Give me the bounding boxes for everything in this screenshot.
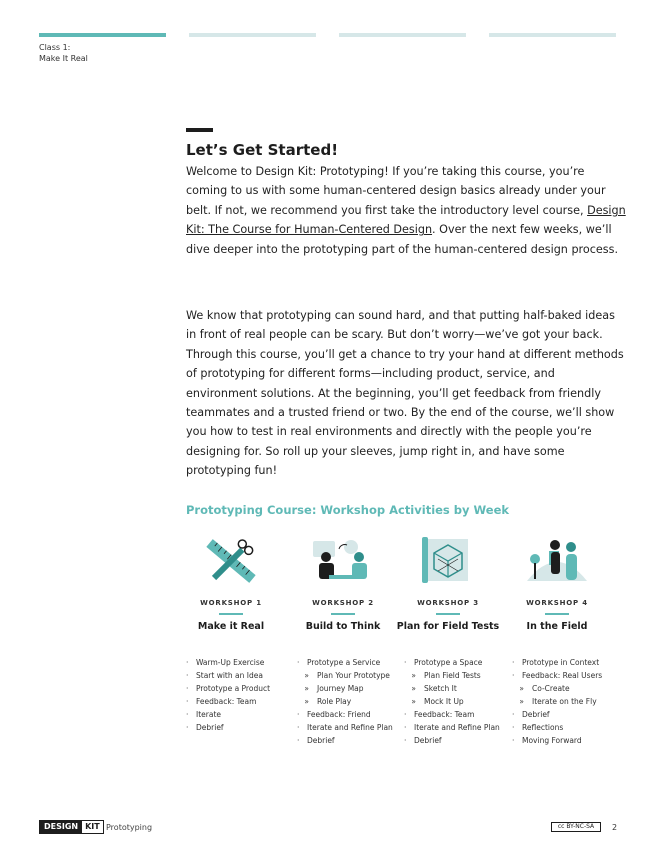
activity-text: Debrief (196, 723, 224, 732)
bullet-icon: · (297, 658, 300, 667)
bullet-icon: · (186, 697, 189, 706)
bullet-icon: · (512, 736, 515, 745)
progress-segment-4 (489, 33, 616, 37)
bullet-icon: · (404, 723, 407, 732)
bullet-icon: · (512, 710, 515, 719)
activity-text: Role Play (317, 697, 352, 706)
logo-kit: KIT (82, 821, 103, 833)
intro-text-end: . Over the next few weeks, we’ll dive deeper into the prototyping part of the human-centered design process. (186, 223, 618, 256)
bullet-icon: · (512, 723, 515, 732)
activity-item (186, 695, 270, 708)
activity-text: Feedback: Friend (307, 710, 371, 719)
activity-item (404, 669, 500, 682)
activity-item (404, 708, 500, 721)
workshop-4 (502, 535, 612, 632)
workshop-2 (288, 535, 398, 632)
progress-segment-1 (39, 33, 166, 37)
activity-item (512, 708, 602, 721)
class-name: Make It Real (39, 54, 88, 63)
sub-bullet-icon: » (411, 684, 416, 693)
activity-text: Iterate (196, 710, 222, 719)
bullet-icon: · (512, 671, 515, 680)
activity-text: Prototype a Product (196, 684, 271, 693)
intro-paragraph-1 (186, 162, 626, 259)
activity-text: Iterate and Refine Plan (307, 723, 393, 732)
blueprint-cube-icon (416, 535, 480, 587)
activity-text: Iterate and Refine Plan (414, 723, 500, 732)
activity-item (297, 695, 393, 708)
workshop-name: In the Field (526, 621, 588, 632)
activity-item (186, 708, 270, 721)
bullet-icon: · (186, 658, 189, 667)
workshop-name: Make it Real (197, 621, 265, 632)
footer-course-name: Prototyping (106, 823, 153, 832)
bullet-icon: · (186, 710, 189, 719)
workshop-divider (219, 613, 243, 615)
cc-license-badge: cc BY-NC-SA (551, 822, 601, 832)
activity-item (512, 734, 602, 747)
page-title: Let’s Get Started! (186, 141, 339, 159)
activity-text: Feedback: Team (196, 697, 257, 706)
sub-bullet-icon: » (519, 684, 524, 693)
progress-segment-3 (339, 33, 466, 37)
progress-segment-2 (189, 33, 316, 37)
sub-bullet-icon: » (519, 697, 524, 706)
activity-text: Plan Your Prototype (317, 671, 390, 680)
workshop-1-activities (186, 656, 270, 734)
activity-item (186, 669, 270, 682)
activity-item (186, 656, 270, 669)
workshop-name: Build to Think (305, 621, 381, 632)
people-service-icon (311, 535, 375, 587)
bullet-icon: · (186, 671, 189, 680)
activity-text: Plan Field Tests (424, 671, 481, 680)
field-people-icon (525, 535, 589, 587)
bullet-icon: · (186, 723, 189, 732)
activity-item (297, 708, 393, 721)
sub-bullet-icon: » (304, 697, 309, 706)
activity-text: Prototype a Space (414, 658, 483, 667)
bullet-icon: · (297, 736, 300, 745)
activity-item (297, 734, 393, 747)
bullet-icon: · (297, 723, 300, 732)
activity-text: Reflections (522, 723, 564, 732)
activity-text: Journey Map (317, 684, 364, 693)
sub-bullet-icon: » (304, 684, 309, 693)
class-number: Class 1: (39, 43, 71, 52)
workshop-3 (393, 535, 503, 632)
activity-item (297, 682, 393, 695)
activity-text: Moving Forward (522, 736, 582, 745)
workshop-divider (545, 613, 569, 615)
sub-bullet-icon: » (411, 697, 416, 706)
workshop-2-activities (297, 656, 393, 747)
activity-item (297, 721, 393, 734)
page-number: 2 (612, 823, 618, 832)
activity-text: Feedback: Team (414, 710, 475, 719)
activity-text: Mock It Up (424, 697, 464, 706)
workshop-number: WORKSHOP 4 (526, 599, 588, 607)
activity-item (512, 656, 602, 669)
activity-text: Sketch It (424, 684, 457, 693)
logo-design: DESIGN (40, 821, 82, 833)
activity-text: Warm-Up Exercise (196, 658, 265, 667)
workshop-number: WORKSHOP 3 (417, 599, 479, 607)
ruler-scissors-icon (199, 535, 263, 587)
bullet-icon: · (297, 710, 300, 719)
activity-item (512, 669, 602, 682)
activity-item (297, 656, 393, 669)
class-label (39, 42, 88, 64)
workshop-3-activities (404, 656, 500, 747)
activity-item (404, 695, 500, 708)
section-title: Prototyping Course: Workshop Activities by Week (186, 503, 510, 517)
activity-item (186, 682, 270, 695)
workshop-number: WORKSHOP 2 (312, 599, 374, 607)
activity-item (404, 721, 500, 734)
bullet-icon: · (404, 658, 407, 667)
workshop-1 (176, 535, 286, 632)
activity-text: Prototype in Context (522, 658, 600, 667)
activity-text: Debrief (307, 736, 335, 745)
workshop-4-activities (512, 656, 602, 747)
activity-text: Debrief (522, 710, 550, 719)
workshop-divider (331, 613, 355, 615)
sub-bullet-icon: » (304, 671, 309, 680)
activity-item (512, 682, 602, 695)
bullet-icon: · (404, 736, 407, 745)
activity-item (512, 695, 602, 708)
title-rule (186, 128, 213, 132)
activity-item (404, 734, 500, 747)
bullet-icon: · (404, 710, 407, 719)
activity-text: Feedback: Real Users (522, 671, 603, 680)
bullet-icon: · (186, 684, 189, 693)
intro-paragraph-2: We know that prototyping can sound hard, and that putting half-baked ideas in front of real people can be scary. But don’t worry—we’ve got your back. Through this course, you’ll get a chance to try your hand at different methods of prototyping for different forms—including product, service, and environment solutions. At the beginning, you’ll get feedback from friendly teammates and a trusted friend or two. By the end of the course, we’ll show you how to test in real environments and directly with the people you’re designing for. So roll up your sleeves, jump right in, and have some prototyping fun! (186, 309, 624, 478)
activity-item (186, 721, 270, 734)
activity-text: Debrief (414, 736, 442, 745)
workshop-name: Plan for Field Tests (396, 621, 500, 632)
activity-text: Iterate on the Fly (532, 697, 597, 706)
course-link[interactable]: Design Kit: The Course for Human-Centered Design (186, 203, 626, 237)
intro-text-start: Welcome to Design Kit: Prototyping! If you’re taking this course, you’re coming to us with some human-centered design basics already under your belt. If not, we recommend you first take the introductory level course, (186, 165, 606, 217)
activity-text: Co-Create (532, 684, 570, 693)
design-kit-logo (39, 820, 104, 834)
workshop-divider (436, 613, 460, 615)
workshop-number: WORKSHOP 1 (200, 599, 262, 607)
activity-text: Start with an Idea (196, 671, 263, 680)
sub-bullet-icon: » (411, 671, 416, 680)
activity-item (297, 669, 393, 682)
activity-text: Prototype a Service (307, 658, 381, 667)
activity-item (512, 721, 602, 734)
activity-item (404, 656, 500, 669)
bullet-icon: · (512, 658, 515, 667)
activity-item (404, 682, 500, 695)
